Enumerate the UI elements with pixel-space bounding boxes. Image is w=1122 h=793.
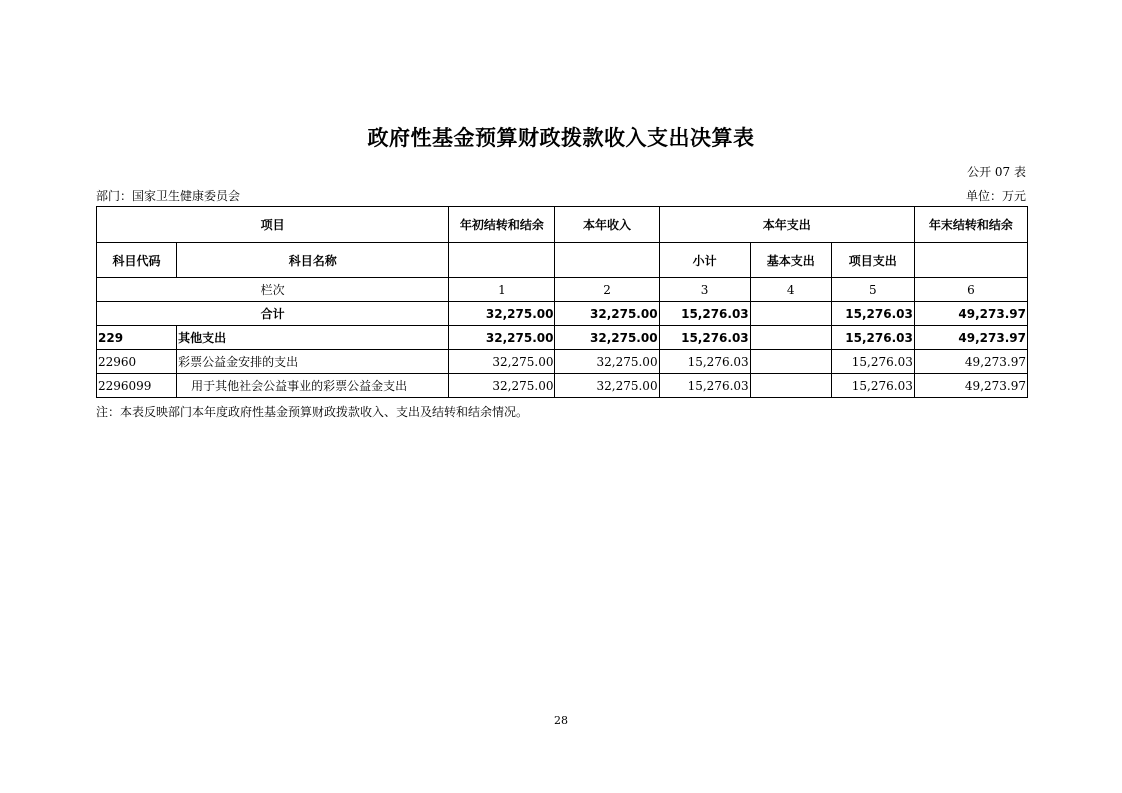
row-code: 22960: [97, 350, 177, 374]
row-cell: 32,275.00: [449, 374, 555, 398]
column-index-2: 2: [555, 278, 659, 302]
header-expenditure: 本年支出: [659, 207, 914, 243]
total-cell: 15,276.03: [831, 302, 914, 326]
total-cell: 32,275.00: [555, 302, 659, 326]
header-code: 科目代码: [97, 243, 177, 278]
header-closing-balance: 年末结转和结余: [914, 207, 1027, 243]
row-name: 其他支出: [177, 326, 449, 350]
header-empty-cell: [914, 243, 1027, 278]
budget-table: [96, 206, 1028, 398]
header-row-2: [97, 243, 1028, 278]
header-basic-expenditure: 基本支出: [750, 243, 831, 278]
row-code: 229: [97, 326, 177, 350]
column-index-3: 3: [659, 278, 750, 302]
row-name: 用于其他社会公益事业的彩票公益金支出: [177, 374, 449, 398]
row-cell: 49,273.97: [914, 350, 1027, 374]
table-row: [97, 350, 1028, 374]
column-index-4: 4: [750, 278, 831, 302]
row-cell: [750, 326, 831, 350]
column-index-1: 1: [449, 278, 555, 302]
row-cell: 32,275.00: [555, 350, 659, 374]
row-cell: 32,275.00: [555, 374, 659, 398]
header-subtotal: 小计: [659, 243, 750, 278]
header-empty-cell: [555, 243, 659, 278]
row-cell: 15,276.03: [659, 326, 750, 350]
total-label: 合计: [97, 302, 449, 326]
row-name: 彩票公益金安排的支出: [177, 350, 449, 374]
row-cell: 49,273.97: [914, 374, 1027, 398]
table-row: [97, 374, 1028, 398]
row-cell: 49,273.97: [914, 326, 1027, 350]
row-code: 2296099: [97, 374, 177, 398]
table-row: [97, 326, 1028, 350]
row-cell: 15,276.03: [659, 374, 750, 398]
form-number: 公开 07 表: [967, 165, 1026, 179]
department-label: 部门：国家卫生健康委员会: [96, 189, 241, 203]
row-cell: 32,275.00: [449, 350, 555, 374]
header-name: 科目名称: [177, 243, 449, 278]
total-cell: 32,275.00: [449, 302, 555, 326]
header-item: 项目: [97, 207, 449, 243]
header-project-expenditure: 项目支出: [831, 243, 914, 278]
total-row: [97, 302, 1028, 326]
total-cell: [750, 302, 831, 326]
table-note: 注：本表反映部门本年度政府性基金预算财政拨款收入、支出及结转和结余情况。: [96, 405, 529, 419]
column-index-5: 5: [831, 278, 914, 302]
row-cell: 15,276.03: [831, 374, 914, 398]
total-cell: 15,276.03: [659, 302, 750, 326]
header-income: 本年收入: [555, 207, 659, 243]
column-index-row: [97, 278, 1028, 302]
row-cell: [750, 350, 831, 374]
page-title: 政府性基金预算财政拨款收入支出决算表: [367, 126, 755, 150]
total-cell: 49,273.97: [914, 302, 1027, 326]
row-cell: [750, 374, 831, 398]
row-cell: 15,276.03: [659, 350, 750, 374]
column-index-6: 6: [914, 278, 1027, 302]
page-number: 28: [554, 714, 568, 727]
header-opening-balance: 年初结转和结余: [449, 207, 555, 243]
row-cell: 32,275.00: [449, 326, 555, 350]
unit-label: 单位：万元: [965, 189, 1026, 203]
header-empty-cell: [449, 243, 555, 278]
row-cell: 32,275.00: [555, 326, 659, 350]
row-cell: 15,276.03: [831, 350, 914, 374]
row-cell: 15,276.03: [831, 326, 914, 350]
column-index-label: 栏次: [97, 278, 449, 302]
header-row-1: [97, 207, 1028, 243]
